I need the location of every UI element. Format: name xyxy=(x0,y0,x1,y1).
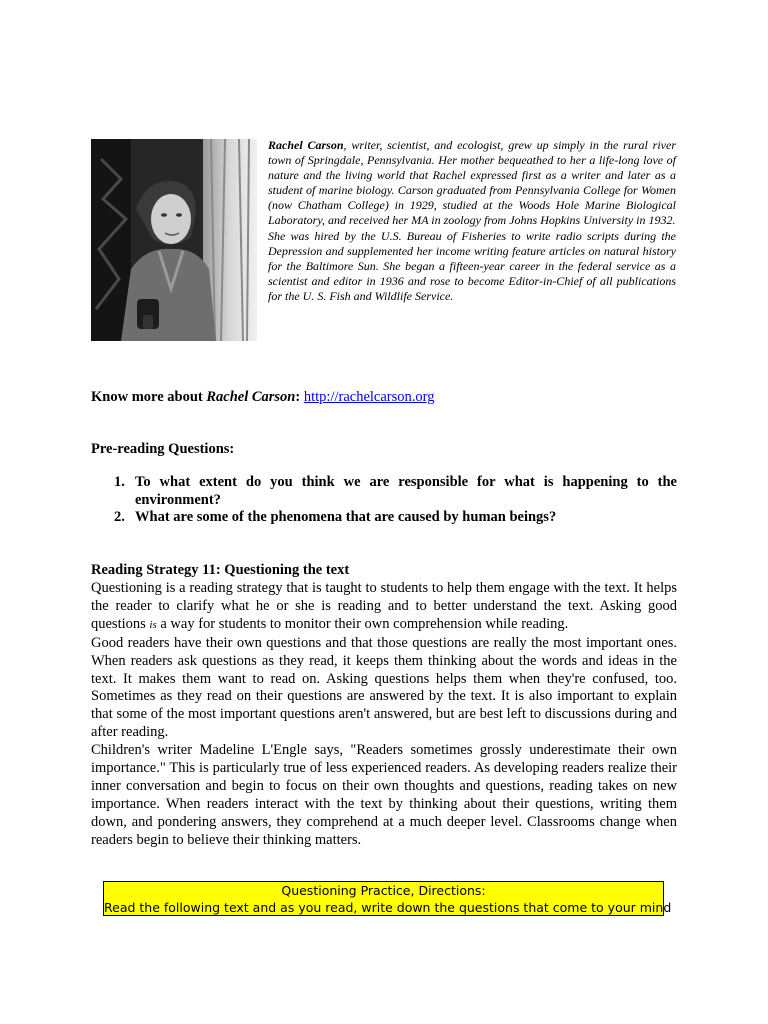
strategy-paragraph-1 xyxy=(91,580,677,635)
prereading-title: Pre-reading Questions: xyxy=(91,441,235,457)
question-text: What are some of the phenomena that are caused by human beings? xyxy=(135,509,557,525)
strategy-paragraph-1a: Questioning is a reading strategy that is taught to students to help them engage with the text. It helps the reader to clarify what he or she is reading and to better understand the text. Asking good questions xyxy=(91,580,677,632)
bio-paragraph-2: She was hired by the U.S. Bureau of Fisheries to write radio scripts during the Depression and supplemented her income writing feature articles on natural history for the Baltimore Sun. She began a fifteen-year career in the federal service as a scientist and editor in 1936 and rose to become Editor-in-Chief of all publications for the U. S. Fish and Wildlife Service. xyxy=(268,228,676,303)
question-item-1 xyxy=(91,474,677,509)
question-item-2 xyxy=(91,509,677,527)
rachelcarson-link[interactable]: http://rachelcarson.org xyxy=(303,389,435,405)
question-number: 1. xyxy=(114,474,125,490)
question-text: To what extent do you think we are responsible for what is happening to the environment? xyxy=(135,474,677,508)
strategy-is-word: is xyxy=(149,618,157,631)
practice-directions-box xyxy=(103,881,672,916)
practice-title: Questioning Practice, Directions: xyxy=(281,883,486,898)
question-number: 2. xyxy=(114,509,125,525)
strategy-paragraph-3: Children's writer Madeline L'Engle says, "Readers sometimes grossly underestimate their own importance." This is particularly true of less experienced readers. As developing readers realize their inner conversation and begin to focus on their own thoughts and questions, reading takes on new importance. When readers interact with the text by thinking about their questions, writing them down, and pondering answers, they comprehend at a much deeper level. Classrooms change when readers begin to believe their thinking matters. xyxy=(91,742,677,848)
prereading-questions xyxy=(91,474,677,527)
strategy-paragraph-1b: a way for students to monitor their own comprehension while reading. xyxy=(156,615,569,632)
know-more-line xyxy=(91,389,434,406)
bio-paragraph-1 xyxy=(268,138,676,229)
practice-instructions: Read the following text and as you read, write down the questions that come to your mind xyxy=(104,900,672,915)
strategy-paragraph-2: Good readers have their own questions and that those questions are really the most important ones. When readers ask questions as they read, it keeps them thinking about the words and ideas in the text. It makes them want to read on. Asking questions helps them when they're confused, too. Sometimes as they read on their questions are answered by the text. It is also important to explain that some of the most important questions aren't answered, but are best left to discussions during and after reading. xyxy=(91,634,677,741)
bio-paragraph-1-text: , writer, scientist, and ecologist, grew up simply in the rural river town of Springdale, Pennsylvania. Her mother bequeathed to her a life-long love of nature and the living world that Rachel expressed first as a writer and later as a student of marine biology. Carson graduated from Pennsylvania College for Women (now Chatham College) in 1929, studied at the Woods Hole Marine Biological Laboratory, and received her MA in zoology from Johns Hopkins University in 1932. xyxy=(268,138,676,228)
strategy-title: Reading Strategy 11: Questioning the text xyxy=(91,562,350,578)
know-more-name: Rachel Carson xyxy=(206,389,296,405)
bio-name: Rachel Carson xyxy=(268,138,344,152)
know-more-prefix: Know more about xyxy=(91,389,207,405)
bio-text xyxy=(268,138,676,304)
rachel-carson-photo xyxy=(91,139,257,341)
strategy-body xyxy=(91,580,677,850)
know-more-colon: : xyxy=(295,389,304,405)
